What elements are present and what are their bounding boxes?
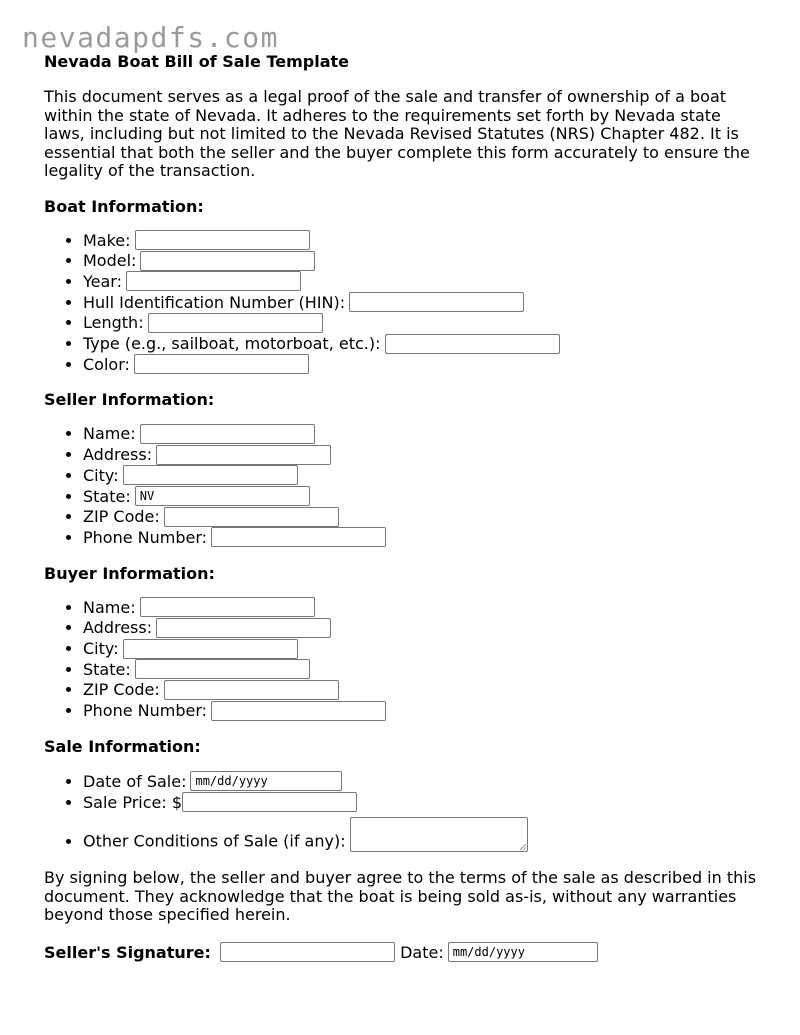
make-input[interactable] [135, 230, 310, 250]
list-item [83, 772, 764, 793]
seller-phone-label: Phone Number: [83, 527, 208, 547]
intro-paragraph: This document serves as a legal proof of the sale and transfer of ownership of a boat within the state of Nevada. It adheres to the requirements set forth by Nevada state laws, including but not limited to the Nevada Revised Statutes (NRS) Chapter 482. It is essential that both the seller and the buyer complete this form accurately to ensure the legality of the transaction. [44, 87, 750, 180]
hin-label: Hull Identification Number (HIN): [83, 292, 346, 312]
list-item [83, 293, 764, 314]
color-label: Color: [83, 354, 130, 374]
buyer-phone-input[interactable] [211, 701, 386, 721]
buyer-city-input[interactable] [123, 639, 298, 659]
seller-name-label: Name: [83, 424, 136, 444]
seller-address-input[interactable] [156, 445, 331, 465]
boat-info-heading: Boat Information: [44, 196, 204, 216]
signature-row [44, 941, 764, 965]
seller-signature-input[interactable] [220, 942, 395, 962]
buyer-state-label: State: [83, 659, 131, 679]
list-item [83, 507, 764, 528]
list-item [83, 424, 764, 445]
sale-price-label: Sale Price: $ [83, 792, 183, 812]
make-label: Make: [83, 230, 131, 250]
seller-phone-input[interactable] [211, 527, 386, 547]
list-item [83, 231, 764, 252]
list-item [83, 598, 764, 619]
buyer-zip-label: ZIP Code: [83, 680, 160, 700]
seller-info-heading: Seller Information: [44, 390, 215, 410]
sale-info-heading: Sale Information: [44, 736, 201, 756]
buyer-address-label: Address: [83, 618, 153, 638]
buyer-phone-label: Phone Number: [83, 701, 208, 721]
list-item [83, 355, 764, 376]
seller-info-list [44, 424, 764, 548]
list-item [83, 817, 764, 852]
signature-date-label: Date: [400, 942, 444, 962]
conditions-textarea[interactable] [350, 817, 528, 852]
signature-date-input[interactable]: mm/dd/yyyy [448, 942, 598, 962]
seller-signature-label: Seller's Signature: [44, 942, 211, 962]
list-item [83, 660, 764, 681]
seller-zip-label: ZIP Code: [83, 507, 160, 527]
list-item [83, 272, 764, 293]
agreement-paragraph: By signing below, the seller and buyer agree to the terms of the sale as described in this document. They acknowledge that the boat is being sold as-is, without any warranties beyond those specified herein. [44, 868, 757, 925]
list-item [83, 334, 764, 355]
buyer-zip-input[interactable] [164, 680, 339, 700]
type-label: Type (e.g., sailboat, motorboat, etc.): [83, 334, 381, 354]
model-label: Model: [83, 251, 137, 271]
seller-name-input[interactable] [140, 424, 315, 444]
buyer-address-input[interactable] [156, 618, 331, 638]
length-input[interactable] [148, 313, 323, 333]
document [44, 52, 764, 965]
year-label: Year: [83, 271, 122, 291]
list-item [83, 701, 764, 722]
buyer-name-label: Name: [83, 597, 136, 617]
seller-zip-input[interactable] [164, 507, 339, 527]
list-item [83, 466, 764, 487]
color-input[interactable] [134, 354, 309, 374]
seller-city-input[interactable] [123, 465, 298, 485]
resize-handle-icon[interactable] [520, 844, 526, 850]
hin-input[interactable] [349, 292, 524, 312]
sale-date-input[interactable]: mm/dd/yyyy [190, 771, 342, 791]
list-item [83, 793, 764, 814]
buyer-name-input[interactable] [140, 597, 315, 617]
list-item [83, 251, 764, 272]
list-item [83, 528, 764, 549]
document-title: Nevada Boat Bill of Sale Template [44, 52, 350, 71]
list-item [83, 487, 764, 508]
model-input[interactable] [140, 251, 315, 271]
seller-address-label: Address: [83, 445, 153, 465]
watermark: nevadapdfs.com [22, 21, 280, 54]
list-item [83, 639, 764, 660]
sale-info-list [44, 772, 764, 852]
buyer-info-heading: Buyer Information: [44, 563, 215, 583]
buyer-state-input[interactable] [135, 659, 310, 679]
length-label: Length: [83, 313, 144, 333]
list-item [83, 680, 764, 701]
seller-state-input[interactable]: NV [135, 486, 310, 506]
list-item [83, 313, 764, 334]
type-input[interactable] [385, 334, 560, 354]
sale-date-label: Date of Sale: [83, 771, 187, 791]
list-item [83, 445, 764, 466]
seller-state-label: State: [83, 486, 131, 506]
boat-info-list [44, 231, 764, 376]
conditions-label: Other Conditions of Sale (if any): [83, 831, 346, 851]
seller-city-label: City: [83, 465, 119, 485]
buyer-info-list [44, 598, 764, 722]
sale-price-input[interactable] [182, 792, 357, 812]
year-input[interactable] [126, 271, 301, 291]
list-item [83, 618, 764, 639]
buyer-city-label: City: [83, 639, 119, 659]
